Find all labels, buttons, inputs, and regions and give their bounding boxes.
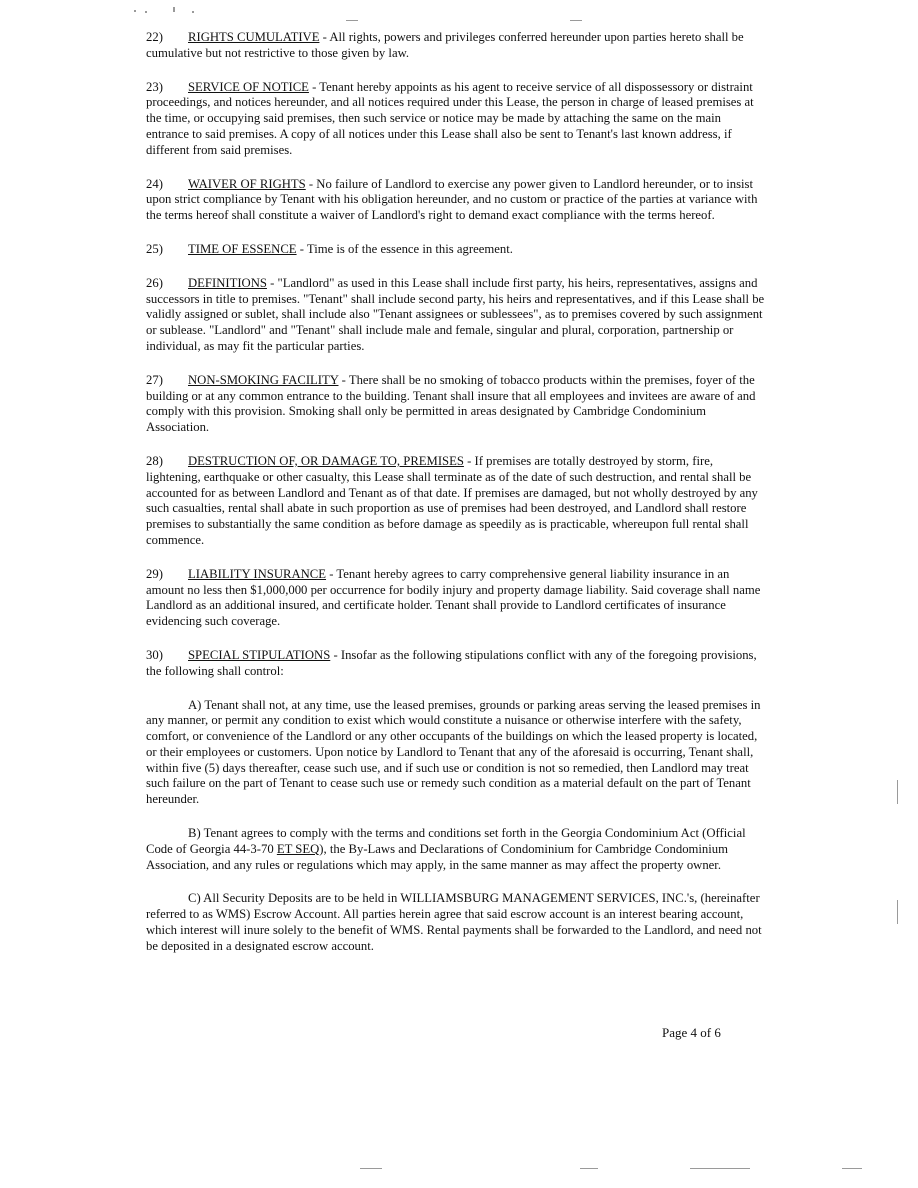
section-number: 25) (146, 241, 163, 256)
scan-speck (570, 20, 582, 21)
lease-body (146, 30, 766, 973)
stipulation-b-citation: ET SEQ (276, 841, 320, 856)
scan-speck (842, 1168, 862, 1169)
stipulation-c: C) All Security Deposits are to be held in WILLIAMSBURG MANAGEMENT SERVICES, INC.'s, (hereinafter referred to as WMS) Escrow Account. All parties herein agree that said escrow account is an interest bearing account, which interest will inure solely to the benefit of WMS. Rental payments shall be forwarded to the Landlord, and need not be deposited in a designated escrow account. (146, 891, 762, 953)
lease-section-23 (146, 80, 766, 159)
section-heading: SERVICE OF NOTICE (188, 79, 309, 94)
section-heading: SPECIAL STIPULATIONS (188, 647, 331, 662)
section-heading: TIME OF ESSENCE (188, 241, 297, 256)
scan-speck (346, 20, 358, 21)
stipulation-b (146, 826, 766, 873)
section-heading: DEFINITIONS (188, 275, 267, 290)
section-text: - Insofar as the following stipulations conflict with any of the foregoing provisions, the following shall control: (146, 647, 757, 678)
lease-section-30 (146, 648, 766, 680)
lease-section-22 (146, 30, 766, 62)
scan-speck (580, 1168, 598, 1169)
scan-speck (897, 900, 898, 924)
section-text: - "Landlord" as used in this Lease shall include first party, his heirs, representatives, assigns and successors in title to premises. "Tenant" shall include second party, his heirs and representatives, and if this Lease shall be validly assigned or sublet, shall include also "Tenant assignees or sublessees", as to premises covered by such assignment or sublease. "Landlord" and "Tenant" shall include male and female, singular and plural, corporation, partnership or individual, as may fit the particular parties. (146, 275, 765, 353)
scan-speck (360, 1168, 382, 1169)
lease-section-26 (146, 276, 766, 355)
scan-speck (173, 7, 175, 12)
stipulation-a: A) Tenant shall not, at any time, use the leased premises, grounds or parking areas serving the leased premises in any manner, or permit any condition to exist which would constitute a nuisance or otherwise interfere with the safety, comfort, or convenience of the Landlord or any other occupants of the buildings on which the leased property is located, or their employees or customers. Upon notice by Landlord to Tenant that any of the aforesaid is occurring, Tenant shall, within five (5) days thereafter, cease such use, and if such use or condition is not so remedied, then Landlord may treat such failure on the part of Tenant to cease such use or remedy such condition as a material default on the part of Tenant hereunder. (146, 697, 761, 807)
lease-section-27 (146, 373, 766, 436)
section-heading: LIABILITY INSURANCE (188, 566, 327, 581)
lease-section-28 (146, 454, 766, 549)
section-heading: DESTRUCTION OF, OR DAMAGE TO, PREMISES (188, 453, 464, 468)
section-number: 24) (146, 176, 163, 191)
section-heading: RIGHTS CUMULATIVE (188, 30, 320, 44)
scan-speck (145, 11, 147, 13)
section-heading: NON-SMOKING FACILITY (188, 372, 339, 387)
section-text: - Tenant hereby appoints as his agent to receive service of all dispossessory or distraint proceedings, and notices hereunder, and all notices required under this Lease, the person in charge of leased premises at the time, or occupying said premises, then such service or notice may be made by attaching the same on the main entrance to said premises. A copy of all notices under this Lease shall also be sent to Tenant's last known address, if different from said premises. (146, 79, 754, 157)
section-heading: WAIVER OF RIGHTS (188, 176, 306, 191)
lease-section-24 (146, 177, 766, 224)
scan-speck (134, 10, 136, 12)
stipulation-b-text-end: ), the By-Laws and Declarations of Condominium for Cambridge Condominium Association, and any rules or regulations which may apply, in the same manner as may affect the property owner. (146, 841, 729, 872)
scan-speck (690, 1168, 750, 1169)
section-number: 27) (146, 372, 163, 387)
section-number: 29) (146, 566, 163, 581)
scan-speck (897, 780, 898, 804)
section-text: - Time is of the essence in this agreement. (296, 241, 513, 256)
section-number: 23) (146, 79, 163, 94)
section-number: 28) (146, 453, 163, 468)
section-number: 26) (146, 275, 163, 290)
section-text: - Tenant hereby agrees to carry comprehensive general liability insurance in an amount no less then $1,000,000 per occurrence for bodily injury and property damage liability. Said coverage shall name Landlord as an additional insured, and certificate holder. Tenant shall provide to Landlord certificates of insurance evidencing such coverage. (146, 566, 761, 629)
scan-speck (192, 11, 194, 13)
section-text: - All rights, powers and privileges conferred hereunder upon parties hereto shall be cumulative but not restrictive to those given by law. (146, 30, 744, 60)
section-text: - No failure of Landlord to exercise any power given to Landlord hereunder, or to insist upon strict compliance by Tenant with his obligation hereunder, and no custom or practice of the parties at variance with the terms hereof shall constitute a waiver of Landlord's right to demand exact compliance with the terms hereof. (146, 176, 758, 223)
stipulation-b-text: B) Tenant agrees to comply with the terms and conditions set forth in the Georgia Condominium Act (Official Code of Georgia 44-3-70 (146, 826, 746, 856)
section-number: 22) (146, 30, 163, 44)
section-number: 30) (146, 647, 163, 662)
section-text: - There shall be no smoking of tobacco products within the premises, foyer of the building or at any common entrance to the building. Tenant shall insure that all employees and invitees are aware of and comply with this provision. Smoking shall only be permitted in areas designated by Cambridge Condominium Association. (146, 372, 756, 435)
lease-section-25 (146, 242, 766, 258)
lease-section-29 (146, 567, 766, 630)
page-number: Page 4 of 6 (662, 1025, 721, 1040)
section-text: - If premises are totally destroyed by storm, fire, lightening, earthquake or other casualty, this Lease shall terminate as of the date of such destruction, and rental shall be accounted for as between Landlord and Tenant as of that date. If premises are damaged, but not wholly destroyed by any such casualties, rental shall abate in such proportion as use of premises had been destroyed, and Landlord shall restore premises to substantially the same condition as before damage as speedily as is practicable, whereupon full rental shall commence. (146, 453, 758, 547)
